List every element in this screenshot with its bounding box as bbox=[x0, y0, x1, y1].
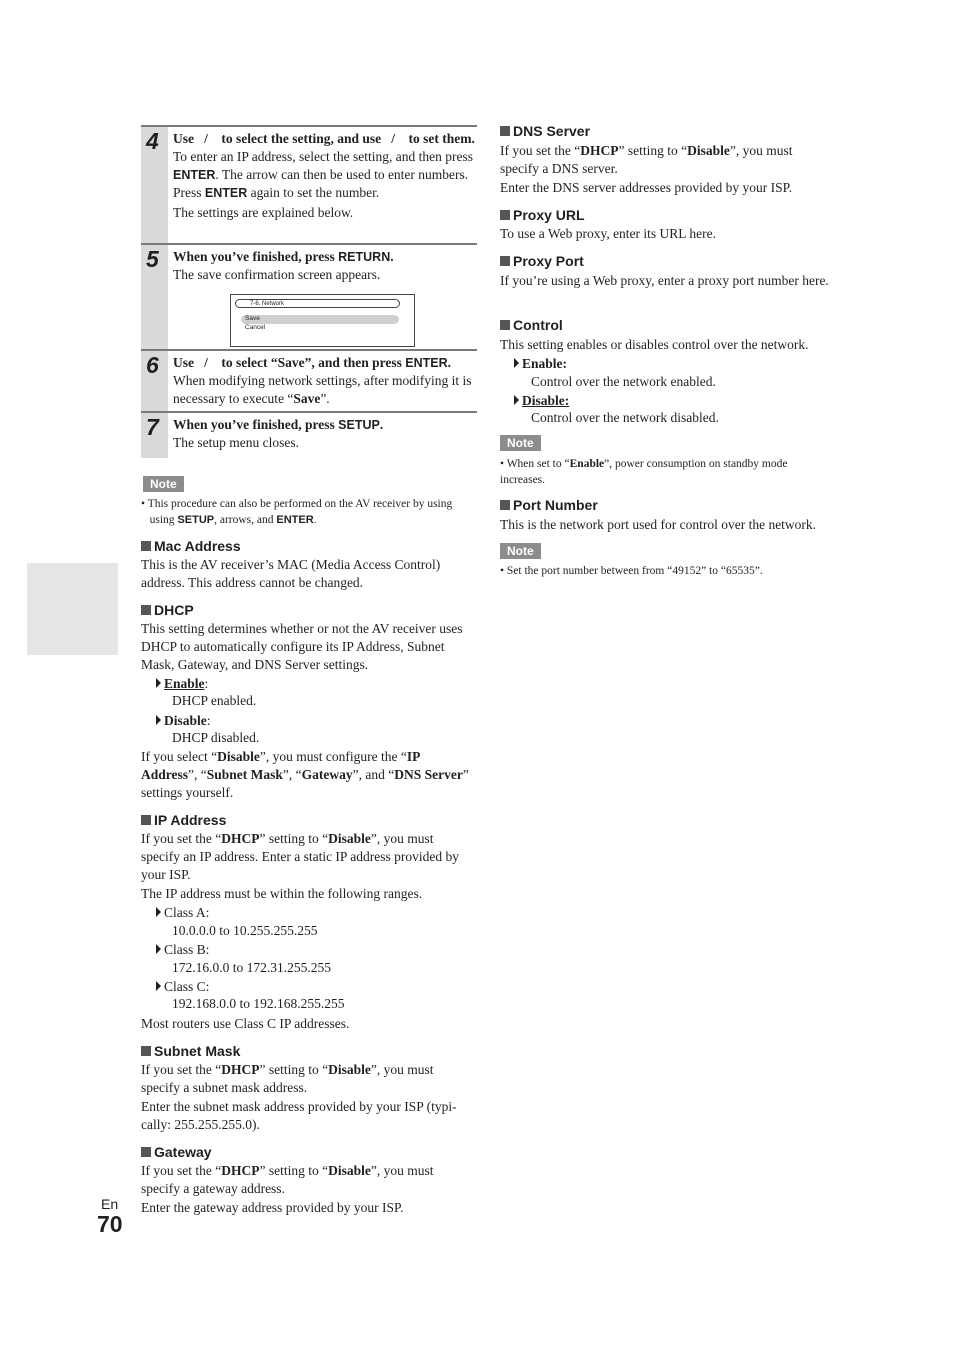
gateway-text-2: Enter the gateway address provided by your ISP. bbox=[141, 1200, 404, 1215]
ip-footer-text: Most routers use Class C IP addresses. bbox=[141, 1016, 350, 1031]
port-note: • Set the port number between from “49152” to “65535”. bbox=[500, 565, 763, 577]
port-text: This is the network port used for control over the network. bbox=[500, 517, 817, 532]
subnet-text-2: Enter the subnet mask address provided by your ISP (typi-cally: 255.255.255.0). bbox=[141, 1099, 457, 1132]
dhcp-disable-desc: DHCP disabled. bbox=[172, 730, 260, 745]
dhcp-heading: DHCP bbox=[141, 602, 194, 618]
dhcp-disable: Disable: bbox=[156, 712, 211, 730]
step-text: To enter an IP address, select the setting, and then press ENTER. The arrow can then be used to enter numbers. Press ENTER again to set the number. bbox=[173, 149, 473, 200]
cancel-option: Cancel bbox=[245, 324, 266, 331]
gateway-text: If you set the “DHCP” setting to “Disable”, you must specify a gateway address. bbox=[141, 1163, 434, 1196]
step-5: 5 When you’ve finished, press RETURN. The save confirmation screen appears. bbox=[141, 243, 477, 349]
proxy-url-text: To use a Web proxy, enter its URL here. bbox=[500, 226, 717, 241]
side-tab bbox=[27, 563, 118, 655]
dns-heading: DNS Server bbox=[500, 123, 590, 139]
step-4 bbox=[141, 125, 477, 243]
step-number: 4 bbox=[141, 127, 168, 243]
class-c-range: 192.168.0.0 to 192.168.255.255 bbox=[172, 996, 345, 1011]
control-text: This setting enables or disables control over the network. bbox=[500, 337, 809, 352]
save-confirmation-screen bbox=[230, 294, 415, 347]
dhcp-after: If you select “Disable”, you must configure the “IP Address”, “Subnet Mask”, “Gateway”, and “DNS Server” settings yourself. bbox=[141, 749, 469, 800]
class-c: Class C: bbox=[156, 978, 209, 996]
class-a-range: 10.0.0.0 to 10.255.255.255 bbox=[172, 923, 318, 938]
selection-highlight bbox=[241, 315, 399, 324]
control-disable-desc: Control over the network disabled. bbox=[531, 410, 719, 425]
port-heading: Port Number bbox=[500, 497, 598, 513]
ip-range-text: The IP address must be within the following ranges. bbox=[141, 886, 423, 901]
step-heading: When you’ve finished, press SETUP. bbox=[173, 417, 384, 432]
step-text: The setup menu closes. bbox=[173, 435, 299, 450]
note-text: • This procedure can also be performed on the AV receiver by using using SETUP, arrows, and ENTER. bbox=[141, 498, 453, 526]
proxy-url-heading: Proxy URL bbox=[500, 207, 585, 223]
dns-text: If you set the “DHCP” setting to “Disable”, you must specify a DNS server. bbox=[500, 143, 793, 176]
subnet-heading: Subnet Mask bbox=[141, 1043, 240, 1059]
step-text: The save confirmation screen appears. bbox=[173, 267, 381, 282]
page-number: 70 bbox=[97, 1211, 123, 1237]
mac-heading: Mac Address bbox=[141, 538, 241, 554]
class-a: Class A: bbox=[156, 904, 209, 922]
language-label: En bbox=[101, 1196, 119, 1212]
proxy-port-text: If you’re using a Web proxy, enter a proxy port number here. bbox=[500, 273, 829, 288]
step-heading: When you’ve finished, press RETURN. bbox=[173, 249, 394, 264]
arrow-icon bbox=[156, 678, 161, 688]
step-7: 7 When you’ve finished, press SETUP. The setup menu closes. bbox=[141, 411, 477, 458]
control-enable: Enable: bbox=[514, 355, 567, 373]
mac-text: This is the AV receiver’s MAC (Media Access Control) address. This address cannot be changed. bbox=[141, 557, 441, 590]
ip-heading: IP Address bbox=[141, 812, 226, 828]
dhcp-enable-desc: DHCP enabled. bbox=[172, 693, 257, 708]
control-enable-desc: Control over the network enabled. bbox=[531, 374, 716, 389]
dns-text-2: Enter the DNS server addresses provided by your ISP. bbox=[500, 180, 793, 195]
class-b: Class B: bbox=[156, 941, 209, 959]
dhcp-text: This setting determines whether or not the AV receiver uses DHCP to automatically configure its IP Address, Subnet Mask, Gateway, and DNS Server settings. bbox=[141, 621, 463, 672]
step-heading: Use / to select “Save”, and then press ENTER. bbox=[173, 355, 451, 370]
step-text: When modifying network settings, after modifying it is necessary to execute “Save”. bbox=[173, 373, 472, 406]
control-disable: Disable: bbox=[514, 392, 569, 410]
gateway-heading: Gateway bbox=[141, 1144, 212, 1160]
proxy-port-heading: Proxy Port bbox=[500, 253, 584, 269]
note-badge: Note bbox=[500, 435, 541, 451]
step-heading: Use / to select the setting, and use / to set them. bbox=[173, 131, 475, 146]
control-note: • When set to “Enable”, power consumption on standby mode increases. bbox=[500, 458, 788, 486]
step-extra: The settings are explained below. bbox=[173, 205, 354, 220]
class-b-range: 172.16.0.0 to 172.31.255.255 bbox=[172, 960, 332, 975]
note-badge: Note bbox=[143, 476, 184, 492]
ip-text: If you set the “DHCP” setting to “Disable”, you must specify an IP address. Enter a static IP address provided by your ISP. bbox=[141, 831, 460, 882]
step-6: 6 Use / to select “Save”, and then press ENTER. When modifying network settings, after modifying it is necessary to execute “Save”. bbox=[141, 349, 477, 411]
screen-title: 7-6. Network bbox=[235, 299, 400, 308]
arrow-icon bbox=[156, 715, 161, 725]
save-option: Save bbox=[245, 315, 260, 322]
subnet-text: If you set the “DHCP” setting to “Disable”, you must specify a subnet mask address. bbox=[141, 1062, 434, 1095]
control-heading: Control bbox=[500, 317, 563, 333]
dhcp-enable: Enable: bbox=[156, 675, 208, 693]
note-badge: Note bbox=[500, 543, 541, 559]
